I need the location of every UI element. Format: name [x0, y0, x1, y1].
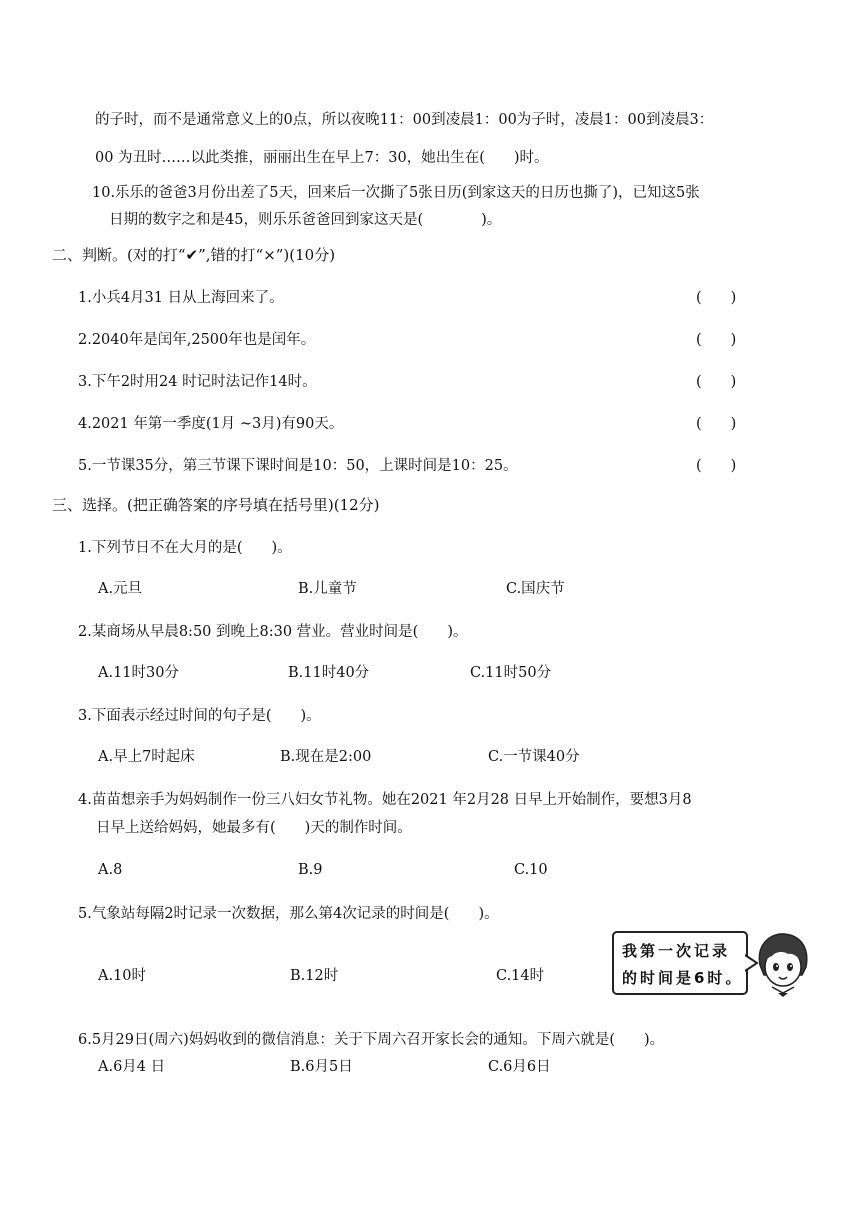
- section2-title: 二、判断。(对的打“✔”,错的打“×”)(10分): [52, 246, 336, 264]
- choice-q1-option-a[interactable]: A.元旦: [98, 581, 143, 597]
- q9-line1: 的子时，而不是通常意义上的0点，所以夜晚11：00到凌晨1：00为子时，凌晨1：00到凌晨3：: [95, 112, 714, 128]
- judge-answer-bracket-4[interactable]: ( ): [696, 416, 737, 432]
- judge-item-5: 5.一节课35分，第三节课下课时间是10：50，上课时间是10：25。: [78, 458, 518, 474]
- choice-q6-option-c[interactable]: C.6月6日: [488, 1059, 551, 1075]
- choice-q4-option-b[interactable]: B.9: [298, 862, 323, 878]
- section3-title: 三、选择。(把正确答案的序号填在括号里)(12分): [52, 496, 380, 514]
- q9-line2: 00 为丑时……以此类推，丽丽出生在早上7：30，她出生在( )时。: [95, 150, 549, 166]
- choice-q5-option-c[interactable]: C.14时: [496, 968, 545, 984]
- choice-q2-option-a[interactable]: A.11时30分: [98, 665, 179, 681]
- choice-q5-option-b[interactable]: B.12时: [290, 968, 339, 984]
- girl-icon: [752, 931, 812, 1001]
- choice-q4-line2: 日早上送给妈妈，她最多有( )天的制作时间。: [96, 820, 412, 836]
- choice-q5: 5.气象站每隔2时记录一次数据，那么第4次记录的时间是( )。: [78, 906, 499, 922]
- choice-q1: 1.下列节日不在大月的是( )。: [78, 540, 292, 556]
- choice-q4-option-a[interactable]: A.8: [98, 862, 123, 878]
- judge-item-1: 1.小兵4月31 日从上海回来了。: [78, 290, 284, 306]
- choice-q4-option-c[interactable]: C.10: [514, 862, 548, 878]
- choice-q5-option-a[interactable]: A.10时: [98, 968, 147, 984]
- judge-answer-bracket-1[interactable]: ( ): [696, 290, 737, 306]
- choice-q3: 3.下面表示经过时间的句子是( )。: [78, 708, 321, 724]
- q10-line2: 日期的数字之和是45，则乐乐爸爸回到家这天是( )。: [109, 212, 502, 228]
- choice-q3-option-c[interactable]: C.一节课40分: [488, 749, 580, 765]
- judge-answer-bracket-3[interactable]: ( ): [696, 374, 737, 390]
- choice-q6-option-a[interactable]: A.6月4 日: [98, 1059, 166, 1075]
- judge-item-2: 2.2040年是闰年,2500年也是闰年。: [78, 332, 316, 348]
- choice-q3-option-a[interactable]: A.早上7时起床: [98, 749, 195, 765]
- choice-q6-option-b[interactable]: B.6月5日: [290, 1059, 353, 1075]
- judge-answer-bracket-5[interactable]: ( ): [696, 458, 737, 474]
- judge-answer-bracket-2[interactable]: ( ): [696, 332, 737, 348]
- choice-q1-option-b[interactable]: B.儿童节: [298, 581, 357, 597]
- judge-item-4: 4.2021 年第一季度(1月 ~3月)有90天。: [78, 416, 344, 432]
- choice-q4-line1: 4.苗苗想亲手为妈妈制作一份三八妇女节礼物。她在2021 年2月28 日早上开始制作，要想3月8: [78, 792, 692, 808]
- choice-q2: 2.某商场从早晨8:50 到晚上8:30 营业。营业时间是( )。: [78, 624, 468, 640]
- speech-bubble-line2: 的时间是6时。: [622, 969, 744, 987]
- choice-q6: 6.5月29日(周六)妈妈收到的微信消息：关于下周六召开家长会的通知。下周六就是( )。: [78, 1032, 665, 1048]
- speech-bubble-line1: 我第一次记录: [622, 942, 731, 960]
- q10-line1: 10.乐乐的爸爸3月份出差了5天，回来后一次撕了5张日历(到家这天的日历也撕了)，已知这5张: [92, 185, 700, 201]
- choice-q2-option-b[interactable]: B.11时40分: [288, 665, 370, 681]
- choice-q2-option-c[interactable]: C.11时50分: [470, 665, 552, 681]
- judge-item-3: 3.下午2时用24 时记时法记作14时。: [78, 374, 317, 390]
- choice-q3-option-b[interactable]: B.现在是2:00: [280, 749, 372, 765]
- choice-q1-option-c[interactable]: C.国庆节: [506, 581, 565, 597]
- speech-bubble: [612, 931, 748, 995]
